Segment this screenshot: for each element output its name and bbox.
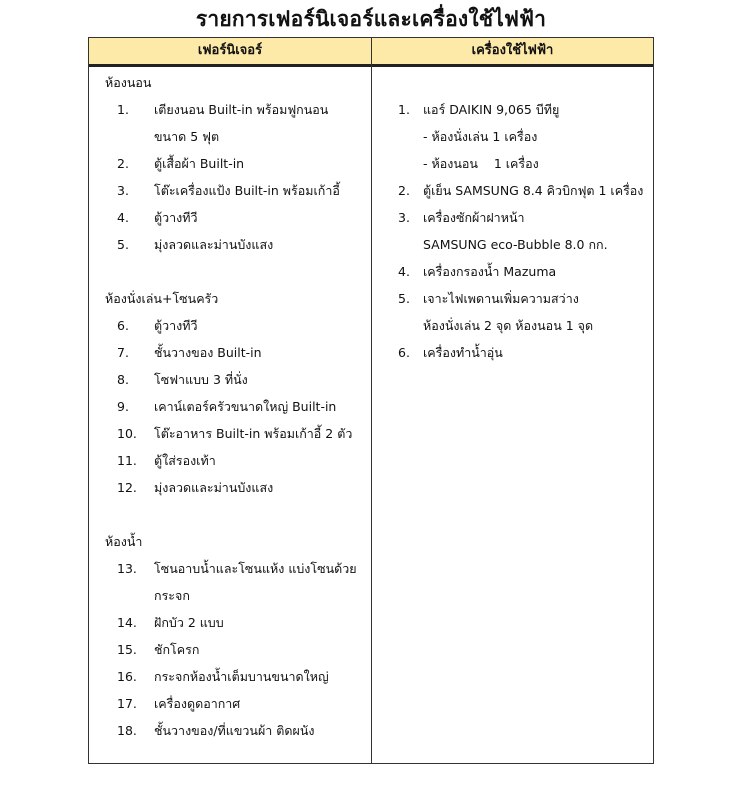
group-spacer bbox=[105, 258, 367, 285]
list-item bbox=[398, 339, 651, 366]
list-item bbox=[105, 150, 367, 177]
item-text: ชักโครก bbox=[154, 642, 200, 657]
list-item-continuation bbox=[105, 123, 367, 150]
list-item bbox=[105, 96, 367, 123]
item-text: ตู้ใส่รองเท้า bbox=[154, 453, 216, 468]
item-number: 12. bbox=[117, 480, 137, 495]
item-text: เครื่องกรองน้ำ Mazuma bbox=[423, 264, 557, 279]
item-number: 18. bbox=[117, 723, 137, 738]
item-text-continued: กระจก bbox=[154, 588, 190, 603]
list-item bbox=[398, 258, 651, 285]
column-top-spacer bbox=[401, 69, 651, 96]
item-number: 11. bbox=[117, 453, 137, 468]
item-number: 4. bbox=[398, 264, 410, 279]
list-item bbox=[105, 555, 367, 582]
item-text: เตียงนอน Built-in พร้อมฟูกนอน bbox=[154, 102, 329, 117]
item-text: ตู้วางทีวี bbox=[154, 210, 198, 225]
column-divider bbox=[371, 38, 372, 763]
list-item bbox=[105, 204, 367, 231]
list-item bbox=[105, 717, 367, 744]
item-number: 1. bbox=[117, 102, 129, 117]
furniture-column bbox=[105, 69, 367, 744]
list-item bbox=[105, 231, 367, 258]
item-number: 10. bbox=[117, 426, 137, 441]
list-item bbox=[105, 312, 367, 339]
item-sub-text: ห้องนั่งเล่น 2 จุด ห้องนอน 1 จุด bbox=[423, 318, 594, 333]
item-text: เจาะไฟเพดานเพิ่มความสว่าง bbox=[423, 291, 579, 306]
group-title-living: ห้องนั่งเล่น+โซนครัว bbox=[105, 291, 219, 306]
list-item bbox=[398, 204, 651, 231]
item-text: โซฟาแบบ 3 ที่นั่ง bbox=[154, 372, 248, 387]
item-number: 3. bbox=[117, 183, 129, 198]
list-item bbox=[105, 177, 367, 204]
item-text: เครื่องซักผ้าฝาหน้า bbox=[423, 210, 525, 225]
item-number: 1. bbox=[398, 102, 410, 117]
item-number: 3. bbox=[398, 210, 410, 225]
item-number: 2. bbox=[398, 183, 410, 198]
item-text: เครื่องทำน้ำอุ่น bbox=[423, 345, 503, 360]
item-number: 17. bbox=[117, 696, 137, 711]
list-item bbox=[105, 447, 367, 474]
group-title-bedroom: ห้องนอน bbox=[105, 75, 152, 90]
item-text: ฝักบัว 2 แบบ bbox=[154, 615, 224, 630]
list-item bbox=[105, 366, 367, 393]
item-text: เครื่องดูดอากาศ bbox=[154, 696, 241, 711]
item-text: ตู้เย็น SAMSUNG 8.4 คิวบิกฟุต 1 เครื่อง bbox=[423, 183, 644, 198]
list-item bbox=[398, 285, 651, 312]
list-item bbox=[105, 663, 367, 690]
list-item bbox=[105, 339, 367, 366]
list-item-sub bbox=[401, 231, 651, 258]
item-text: โต๊ะเครื่องแป้ง Built-in พร้อมเก้าอี้ bbox=[154, 183, 340, 198]
item-sub-text: - ห้องนั่งเล่น 1 เครื่อง bbox=[423, 129, 538, 144]
item-number: 5. bbox=[117, 237, 129, 252]
item-text: กระจกห้องน้ำเต็มบานขนาดใหญ่ bbox=[154, 669, 329, 684]
item-text: ตู้เสื้อผ้า Built-in bbox=[154, 156, 245, 171]
item-text: โซนอาบน้ำและโซนแห้ง แบ่งโซนด้วย bbox=[154, 561, 357, 576]
item-number: 2. bbox=[117, 156, 129, 171]
header-appliances: เครื่องใช้ไฟฟ้า bbox=[471, 43, 554, 58]
list-item-sub bbox=[401, 123, 651, 150]
item-number: 6. bbox=[398, 345, 410, 360]
list-item-sub bbox=[401, 312, 651, 339]
item-number: 9. bbox=[117, 399, 129, 414]
item-text: มุ่งลวดและม่านบังแสง bbox=[154, 480, 274, 495]
item-number: 16. bbox=[117, 669, 137, 684]
item-text: เคาน์เตอร์ครัวขนาดใหญ่ Built-in bbox=[154, 399, 337, 414]
list-item-sub bbox=[401, 150, 651, 177]
item-sub-text: SAMSUNG eco-Bubble 8.0 กก. bbox=[423, 237, 608, 252]
item-sub-text: - ห้องนอน 1 เครื่อง bbox=[423, 156, 539, 171]
item-number: 14. bbox=[117, 615, 137, 630]
group-title-bathroom: ห้องน้ำ bbox=[105, 534, 143, 549]
item-text: ชั้นวางของ Built-in bbox=[154, 345, 262, 360]
item-number: 15. bbox=[117, 642, 137, 657]
item-number: 13. bbox=[117, 561, 137, 576]
item-text: แอร์ DAIKIN 9,065 บีทียู bbox=[423, 102, 560, 117]
appliances-column bbox=[398, 69, 651, 366]
list-item bbox=[105, 690, 367, 717]
list-item bbox=[398, 177, 651, 204]
item-number: 8. bbox=[117, 372, 129, 387]
group-spacer bbox=[105, 501, 367, 528]
list-item bbox=[398, 96, 651, 123]
item-text: โต๊ะอาหาร Built-in พร้อมเก้าอี้ 2 ตัว bbox=[154, 426, 353, 441]
list-item bbox=[105, 609, 367, 636]
list-item-continuation bbox=[105, 582, 367, 609]
header-furniture: เฟอร์นิเจอร์ bbox=[197, 43, 263, 58]
item-number: 7. bbox=[117, 345, 129, 360]
list-item bbox=[105, 420, 367, 447]
item-number: 6. bbox=[117, 318, 129, 333]
item-text: มุ่งลวดและม่านบังแสง bbox=[154, 237, 274, 252]
page-title: รายการเฟอร์นิเจอร์และเครื่องใช้ไฟฟ้า bbox=[195, 7, 547, 31]
item-number: 5. bbox=[398, 291, 410, 306]
items-table bbox=[88, 37, 654, 764]
item-text: ตู้วางทีวี bbox=[154, 318, 198, 333]
item-text: ชั้นวางของ/ที่แขวนผ้า ติดผนัง bbox=[154, 723, 315, 738]
list-item bbox=[105, 474, 367, 501]
list-item bbox=[105, 393, 367, 420]
item-number: 4. bbox=[117, 210, 129, 225]
item-text-continued: ขนาด 5 ฟุต bbox=[154, 129, 220, 144]
list-item bbox=[105, 636, 367, 663]
